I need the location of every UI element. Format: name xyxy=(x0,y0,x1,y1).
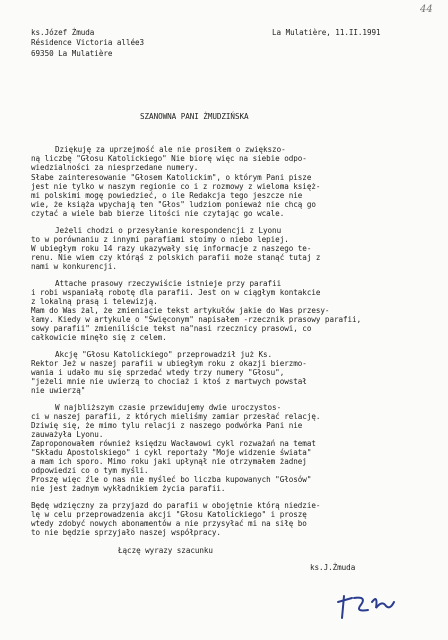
body-line: wiedzialności za niesprzedane numery. xyxy=(31,163,199,172)
body-line: wie, że książa wpychają ten "Głos" ludziom ponieważ nie chcą go xyxy=(31,200,316,209)
sender-line-1: ks.Józef Żmuda xyxy=(31,28,95,37)
body-line: Dziękuję za uprzejmość ale nie prosiłem o zwiększo- xyxy=(55,145,286,154)
body-line: mi polskimi mogę powiedzieć, o ile Redakcja tego jeszcze nie xyxy=(31,191,303,200)
body-line: Akcję "Głosu Katolickiego" przeprowadził już Ks. xyxy=(55,350,273,359)
body-line: czytać a wiele bab bierze litości nie czytając go wcale. xyxy=(31,209,285,218)
body-line: Jeżeli chodzi o przesyłanie korespondencji z Lyonu xyxy=(55,226,282,235)
body-line: jest nie tylko w naszym regionie co i z rozmowy z wieloma księż- xyxy=(31,182,321,191)
body-line: to nie będzie sprzyjało naszej współpracy. xyxy=(31,528,221,537)
body-line: Rektor Jeż w naszej parafii w ubiegłym roku z okazji bierzmo- xyxy=(31,359,307,368)
body-line: a mam ich sporo. Mimo roku jaki upłynął nie otrzymałem żadnej xyxy=(31,457,307,466)
body-line: łamy. Kiedy w artykule o "Święconym" napisałem -rzecznik prasowy parafii, xyxy=(31,315,362,324)
body-line: sowy parafii" zmieniliście tekst na"nasi rzecznicy prasowi, co xyxy=(31,324,312,333)
body-line: całkowicie minęło się z celem. xyxy=(31,333,167,342)
body-line: to w porównaniu z innymi parafiami stoimy o niebo lepiej. xyxy=(31,235,289,244)
body-line: renu. Nie wiem czy którąś z polskich parafii może stanąć tutaj z xyxy=(31,253,321,262)
salutation: SZANOWNA PANI ŻMUDZIŃSKA xyxy=(140,112,249,121)
body-line: "jeżeli mnie nie uwierzą to chociaż i ktoś z martwych powstał xyxy=(31,377,307,386)
place-date: La Mulatière, 11.II.1991 xyxy=(272,28,381,37)
body-line: Dziwię się, że mimo tylu relacji z naszego podwórka Pani nie xyxy=(31,421,303,430)
body-line: Zaproponowałem również księdzu Wacławowi cykl rozważań na temat xyxy=(31,439,316,448)
body-line: i robi wspaniałą robotę dla parafii. Jest on w ciągłym kontakcie xyxy=(31,288,321,297)
sender-line-2: Résidence Victoria allée3 xyxy=(31,38,145,47)
body-line: nie uwierzą" xyxy=(31,386,86,395)
body-line: W najbliższym czasie przewidujemy dwie uroczystos- xyxy=(55,403,282,412)
body-line: wtedy zdobyć nowych abonamentów a nie przysyłać mi na siłę bo xyxy=(31,519,307,528)
closing: Łączę wyrazy szacunku xyxy=(118,546,213,555)
body-line: ną liczbę "Głosu Katolickiego" Nie biorę więc na siebie odpo- xyxy=(31,154,307,163)
body-line: lę w celu przeprowadzenia akcji "Głosu Katolickiego" i proszę xyxy=(31,510,307,519)
page-number: 44 xyxy=(420,4,433,15)
handwritten-signature xyxy=(334,588,398,628)
body-line: ci w naszej parafii, z których mieliśmy zamiar przesłać relację. xyxy=(31,412,321,421)
body-line: nie jest żadnym wykładnikiem życia parafii. xyxy=(31,484,226,493)
body-line: z lokalną prasą i telewizją. xyxy=(31,297,158,306)
body-line: Słabe zainteresowanie "Głosem Katolickim", o którym Pani pisze xyxy=(31,173,312,182)
body-line: Będę wdzięczny za przyjazd do parafii w obojętnie którą niedzie- xyxy=(31,501,321,510)
signature-name: ks.J.Żmuda xyxy=(310,563,356,572)
body-line: wania i udało mu się sprzedać wtedy trzy numery "Głosu", xyxy=(31,368,285,377)
body-line: Mam do Was żal, że zmieniacie tekst artykułów jakie do Was przesy- xyxy=(31,306,330,315)
body-line: Proszę więc źle o nas nie myśleć bo liczba kupowanych "Głosów" xyxy=(31,475,312,484)
body-line: Attache prasowy rzeczywiście istnieje przy parafii xyxy=(55,279,282,288)
body-line: W ubiegłym roku 14 razy ukazywały się informacje z naszego te- xyxy=(31,244,312,253)
sender-line-3: 69350 La Mulatière xyxy=(31,49,113,58)
body-line: odpowiedzi co o tym myśli. xyxy=(31,466,149,475)
body-line: nami w konkurencji. xyxy=(31,262,117,271)
body-line: zauważyła Lyonu. xyxy=(31,430,104,439)
body-line: "Składu Apostolskiego" i cykl reportaży "Moje widzenie świata" xyxy=(31,448,312,457)
